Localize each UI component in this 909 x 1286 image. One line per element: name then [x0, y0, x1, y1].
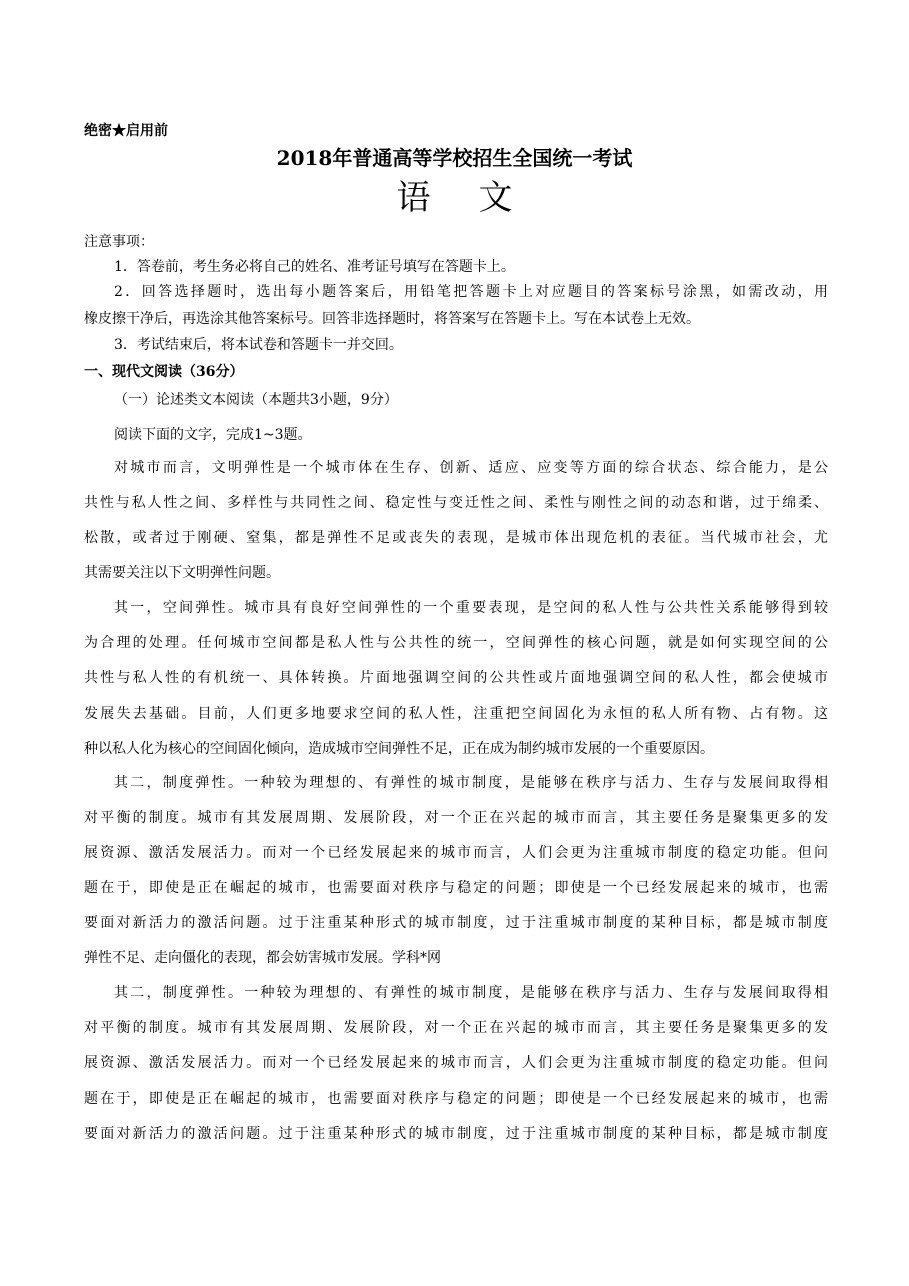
passage-p2-line: 为合理的处理。任何城市空间都是私人性与公共性的统一，空间弹性的核心问题，就是如何实现空间的公 — [84, 635, 828, 651]
passage-p4-line: 对平衡的制度。城市有其发展周期、发展阶段，对一个正在兴起的城市而言，其主要任务是聚集更多的发 — [84, 1020, 828, 1036]
notes-heading: 注意事项： — [84, 234, 154, 250]
note-item-3: 3．考试结束后，将本试卷和答题卡一并交回。 — [114, 337, 403, 353]
note-item-2-line-1: 2．回答选择题时，选出每小题答案后，用铅笔把答题卡上对应题目的答案标号涂黑，如需改动，用 — [114, 284, 828, 300]
passage-p3-line: 展资源、激活发展活力。而对一个已经发展起来的城市而言，人们会更为注重城市制度的稳定功能。但问 — [84, 845, 828, 861]
passage-p4-line: 题在于，即使是正在崛起的城市，也需要面对秩序与稳定的问题；即使是一个已经发展起来的城市，也需 — [84, 1091, 828, 1107]
passage-p2-line: 其一，空间弹性。城市具有良好空间弹性的一个重要表现，是空间的私人性与公共性关系能够得到较 — [114, 600, 828, 616]
passage-p4-line: 其二，制度弹性。一种较为理想的、有弹性的城市制度，是能够在秩序与活力、生存与发展间取得相 — [114, 985, 828, 1001]
passage-p1-line: 松散，或者过于刚硬、窒集，都是弹性不足或丧失的表现，是城市体出现危机的表征。当代城市社会，尤 — [84, 530, 828, 546]
subsection-heading: （一）论述类文本阅读（本题共3小题，9分） — [114, 392, 398, 408]
note-item-2-line-2: 橡皮擦干净后，再选涂其他答案标号。回答非选择题时，将答案写在答题卡上。写在本试卷上无效。 — [84, 311, 700, 327]
subject-title: 语文 — [396, 178, 561, 218]
exam-title: 2018年普通高等学校招生全国统一考试 — [276, 146, 633, 170]
passage-p3-line: 弹性不足、走向僵化的表现，都会妨害城市发展。学科*网 — [84, 950, 441, 966]
passage-p2-line: 共性与私人性的有机统一、具体转换。片面地强调空间的公共性或片面地强调空间的私人性，都会使城市 — [84, 670, 828, 686]
passage-p3-line: 题在于，即使是正在崛起的城市，也需要面对秩序与稳定的问题；即使是一个已经发展起来的城市，也需 — [84, 880, 828, 896]
passage-p1-line: 其需要关注以下文明弹性问题。 — [84, 565, 280, 581]
passage-p2-line: 发展失去基础。目前，人们更多地要求空间的私人性，注重把空间固化为永恒的私人所有物、占有物。这 — [84, 706, 828, 722]
confidential-label: 绝密★启用前 — [84, 123, 168, 139]
reading-instruction: 阅读下面的文字，完成1~3题。 — [114, 427, 312, 443]
note-item-1: 1．答卷前，考生务必将自己的姓名、准考证号填写在答题卡上。 — [114, 259, 515, 275]
passage-p3-line: 对平衡的制度。城市有其发展周期、发展阶段，对一个正在兴起的城市而言，其主要任务是聚集更多的发 — [84, 810, 828, 826]
passage-p4-line: 要面对新活力的激活问题。过于注重某种形式的城市制度，过于注重城市制度的某种目标，都是城市制度 — [84, 1126, 828, 1142]
passage-p1-line: 对城市而言，文明弹性是一个城市体在生存、创新、适应、应变等方面的综合状态、综合能力，是公 — [114, 460, 828, 476]
section-1-heading: 一、现代文阅读（36分） — [84, 364, 244, 380]
passage-p1-line: 共性与私人性之间、多样性与共同性之间、稳定性与变迁性之间、柔性与刚性之间的动态和谐，过于绵柔、 — [84, 495, 828, 511]
passage-p4-line: 展资源、激活发展活力。而对一个已经发展起来的城市而言，人们会更为注重城市制度的稳定功能。但问 — [84, 1055, 828, 1071]
passage-p3-line: 要面对新活力的激活问题。过于注重某种形式的城市制度，过于注重城市制度的某种目标，都是城市制度 — [84, 915, 828, 931]
passage-p2-line: 种以私人化为核心的空间固化倾向，造成城市空间弹性不足，正在成为制约城市发展的一个重要原因。 — [84, 741, 714, 757]
passage-p3-line: 其二，制度弹性。一种较为理想的、有弹性的城市制度，是能够在秩序与活力、生存与发展间取得相 — [114, 775, 828, 791]
